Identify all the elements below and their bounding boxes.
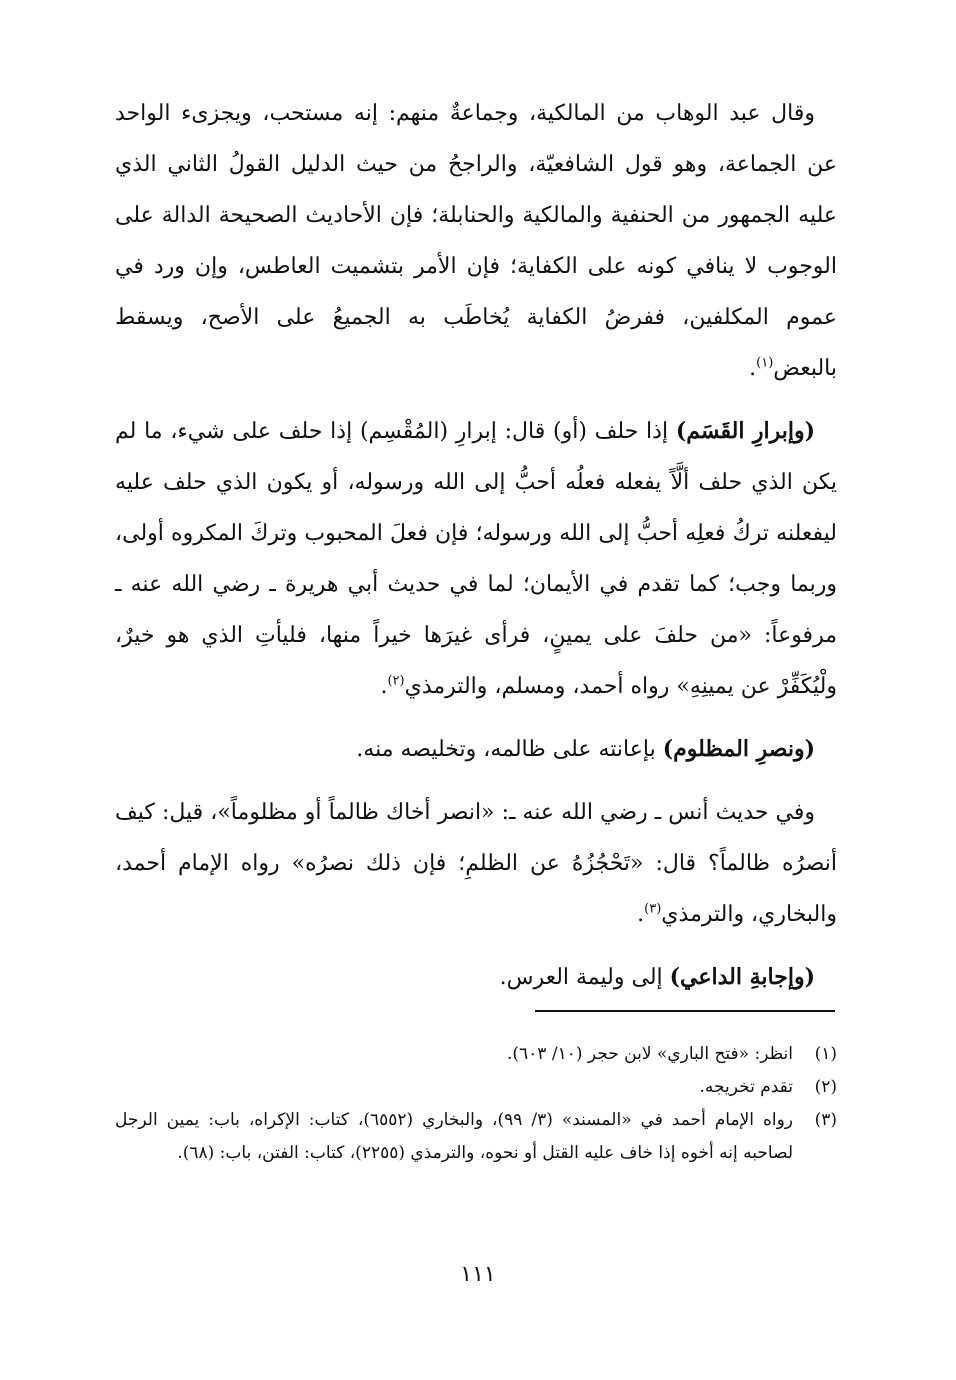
footnote-ref-3[interactable]: (٣) xyxy=(644,901,662,917)
paragraph-2-text: إذا حلف (أو) قال: إبرارِ (المُقْسِم) إذا حلف على شيء، ما لم يكن الذي حلف ألَّاً يفعله فعلُه أحبُّ إلى الله ورسوله، أو يكون الذي حلف عليه ليفعلنه تركُ فعلِه أحبُّ إلى الله ورسوله؛ فإن فعلَ المحبوب وتركَ المكروه أولى، وربما وجب؛ كما تقدم في الأيمان؛ لما في حديث أبي هريرة ـ رضي الله عنه ـ مرفوعاً: «من حلفَ على يمينٍ، فرأى غيرَها خيراً منها، فليأتِ الذي هو خيرٌ، ولْيُكَفِّرْ عن يمينِهِ» رواه أحمد، ومسلم، والترمذي xyxy=(115,419,837,699)
paragraph-2-lead: (وإبرارِ القَسَم) xyxy=(675,418,815,444)
footnote-2-text: تقدم تخريجه. xyxy=(699,1077,793,1097)
footnote-1 xyxy=(115,1038,837,1071)
paragraph-5-text: إلى وليمة العرس. xyxy=(499,965,670,990)
footnote-1-text: انظر: «فتح الباري» لابن حجر (١٠/ ٦٠٣). xyxy=(506,1044,793,1064)
paragraph-3-lead: (ونصرِ المظلوم) xyxy=(662,736,815,762)
paragraph-1-text: وقال عبد الوهاب من المالكية، وجماعةٌ منهم: إنه مستحب، ويجزىء الواحد عن الجماعة، وهو قول الشافعيّة، والراجحُ من حيث الدليل القولُ الثاني الذي عليه الجمهور من الحنفية والمالكية والحنابلة؛ فإن الأحاديث الصحيحة الدالة على الوجوب لا ينافي كونه على الكفاية؛ فإن الأمر بتشميت العاطس، وإن ورد في عموم المكلفين، ففرضُ الكفاية يُخاطَب به الجميعُ على الأصح، ويسقط بالبعض xyxy=(115,101,837,381)
footnote-3-number: (٣) xyxy=(814,1110,837,1130)
paragraph-2 xyxy=(115,406,837,712)
main-text xyxy=(115,88,837,1015)
paragraph-1-tail: . xyxy=(749,356,757,381)
footnote-2-number: (٢) xyxy=(814,1077,837,1097)
footnotes xyxy=(115,1038,837,1170)
footnote-1-number: (١) xyxy=(814,1044,837,1064)
footnote-3 xyxy=(115,1104,837,1170)
paragraph-3-text: بإعانته على ظالمه، وتخليصه منه. xyxy=(356,737,663,762)
footnote-separator xyxy=(535,1010,835,1012)
paragraph-2-tail: . xyxy=(380,674,388,699)
paragraph-4-tail: . xyxy=(637,902,645,927)
paragraph-1 xyxy=(115,88,837,394)
paragraph-4 xyxy=(115,787,837,940)
footnote-3-text: رواه الإمام أحمد في «المسند» (٣/ ٩٩)، والبخاري (٦٥٥٢)، كتاب: الإكراه، باب: يمين الرجل لصاحبه إنه أخوه إذا خاف عليه القتل أو نحوه، والترمذي (٢٢٥٥)، كتاب: الفتن، باب: (٦٨). xyxy=(115,1110,793,1163)
paragraph-5-lead: (وإجابةِ الداعي) xyxy=(669,964,815,990)
page-number: ١١١ xyxy=(460,1262,496,1287)
footnote-ref-2[interactable]: (٢) xyxy=(387,673,405,689)
paragraph-5 xyxy=(115,952,837,1003)
footnote-ref-1[interactable]: (١) xyxy=(756,355,774,371)
paragraph-4-text: وفي حديث أنس ـ رضي الله عنه ـ: «انصر أخاك ظالماً أو مظلوماً»، قيل: كيف أنصرُه ظالماً؟ قال: «تَحْجُزُهُ عن الظلمِ؛ فإن ذلك نصرُه» رواه الإمام أحمد، والبخاري، والترمذي xyxy=(115,800,837,927)
paragraph-3 xyxy=(115,724,837,775)
footnote-2 xyxy=(115,1071,837,1104)
